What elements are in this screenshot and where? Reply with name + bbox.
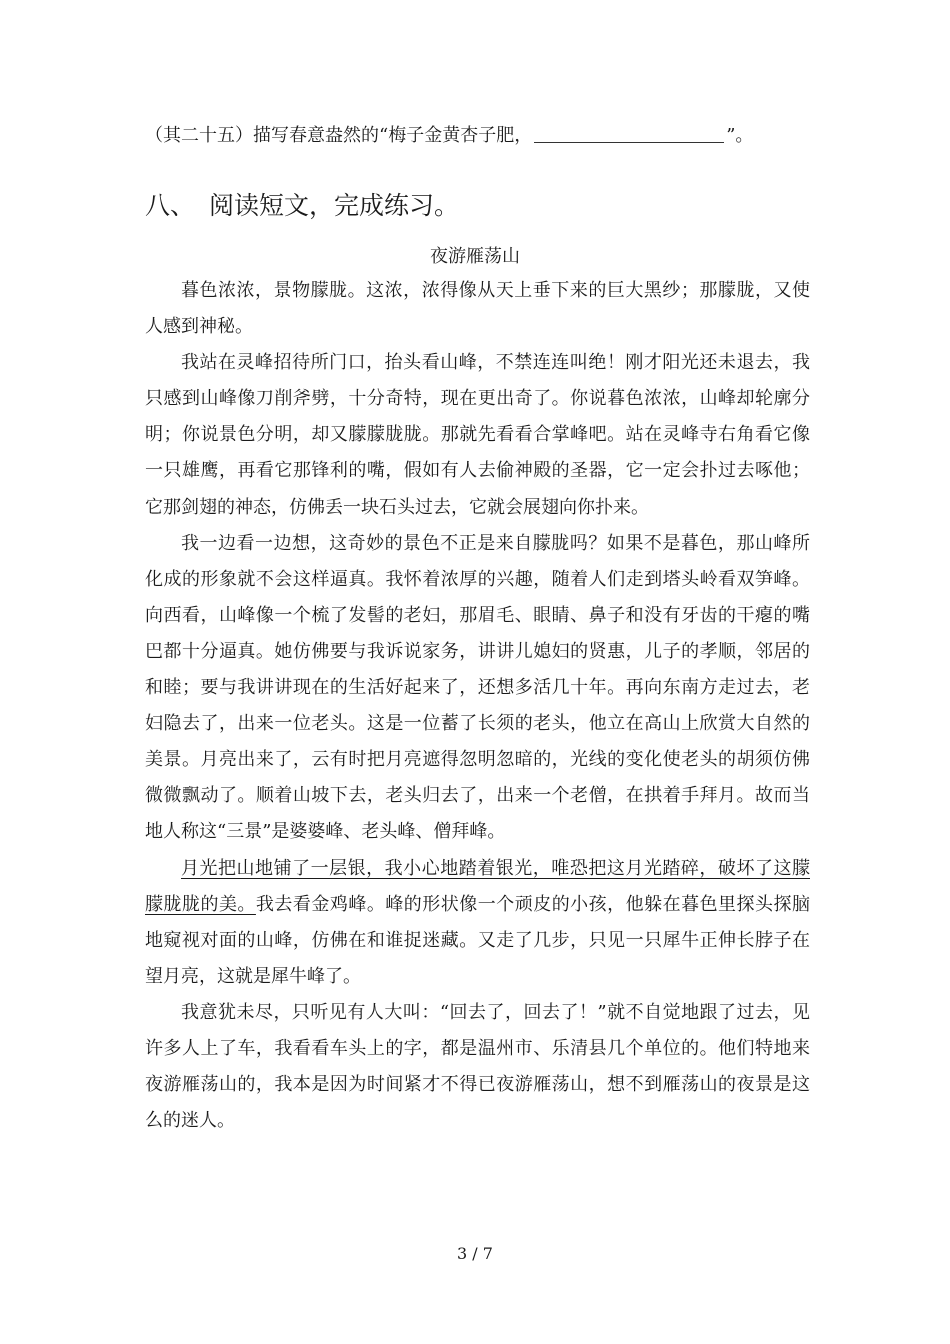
poem-fill-in-question [145, 122, 825, 150]
page-number: 3 / 7 [457, 1244, 493, 1263]
paragraph-3: 我一边看一边想，这奇妙的景色不正是来自朦胧吗？如果不是暮色，那山峰所化成的形象就不会这样逼真。我怀着浓厚的兴趣，随着人们走到塔头岭看双笋峰。向西看，山峰像一个梳了发髻的老妇，那眉毛、眼睛、鼻子和没有牙齿的干瘪的嘴巴都十分逼真。她仿佛要与我诉说家务，讲讲儿媳妇的贤惠，儿子的孝顺，邻居的和睦；要与我讲讲现在的生活好起来了，还想多活几十年。再向东南方走过去，老妇隐去了，出来一位老头。这是一位蓄了长须的老头，他立在高山上欣赏大自然的美景。月亮出来了，云有时把月亮遮得忽明忽暗的，光线的变化使老头的胡须仿佛微微飘动了。顺着山坡下去，老头归去了，出来一个老僧，在拱着手拜月。故而当地人称这“三景”是婆婆峰、老头峰、僧拜峰。 [145, 532, 810, 843]
paragraph-5: 我意犹未尽，只听见有人大叫：“回去了，回去了！”就不自觉地跟了过去，见许多人上了车，我看看车头上的字，都是温州市、乐清县几个单位的。他们特地来夜游雁荡山的，我本是因为时间紧才不得已夜游雁荡山，想不到雁荡山的夜景是这么的迷人。 [145, 1001, 810, 1132]
article-title: 夜游雁荡山 [430, 246, 520, 267]
paragraph-4 [145, 851, 810, 995]
section-heading [145, 188, 459, 224]
question-text-end: ”。 [726, 125, 754, 146]
section-number: 八、 [145, 191, 196, 220]
paragraph-4-rest: 我去看金鸡峰。峰的形状像一个顽皮的小孩，他躲在暮色里探头探脑地窥视对面的山峰，仿佛在和谁捉迷藏。又走了几步，只见一只犀牛正伸长脖子在望月亮，这就是犀牛峰了。 [145, 893, 811, 987]
paragraph-2: 我站在灵峰招待所门口，抬头看山峰，不禁连连叫绝！刚才阳光还未退去，我只感到山峰像刀削斧劈，十分奇特，现在更出奇了。你说暮色浓浓，山峰却轮廓分明；你说景色分明，却又朦朦胧胧。那就先看看合掌峰吧。站在灵峰寺右角看它像一只雄鹰，再看它那锋利的嘴，假如有人去偷神殿的圣器，它一定会扑过去啄他；它那剑翅的神态，仿佛丢一块石头过去，它就会展翅向你扑来。 [145, 352, 810, 518]
question-text: （其二十五）描写春意盎然的“梅子金黄杏子肥， [145, 125, 533, 146]
answer-blank[interactable] [534, 124, 724, 143]
paragraph-1: 暮色浓浓，景物朦胧。这浓，浓得像从天上垂下来的巨大黑纱；那朦胧，又使人感到神秘。 [145, 280, 810, 338]
section-title: 阅读短文，完成练习。 [209, 191, 460, 220]
article-body [145, 273, 810, 1139]
underlined-sentence: 月光把山地铺了一层银，我小心地踏着银光，唯恐把这月光踏碎，破坏了这朦朦胧胧的美。 [145, 857, 810, 915]
